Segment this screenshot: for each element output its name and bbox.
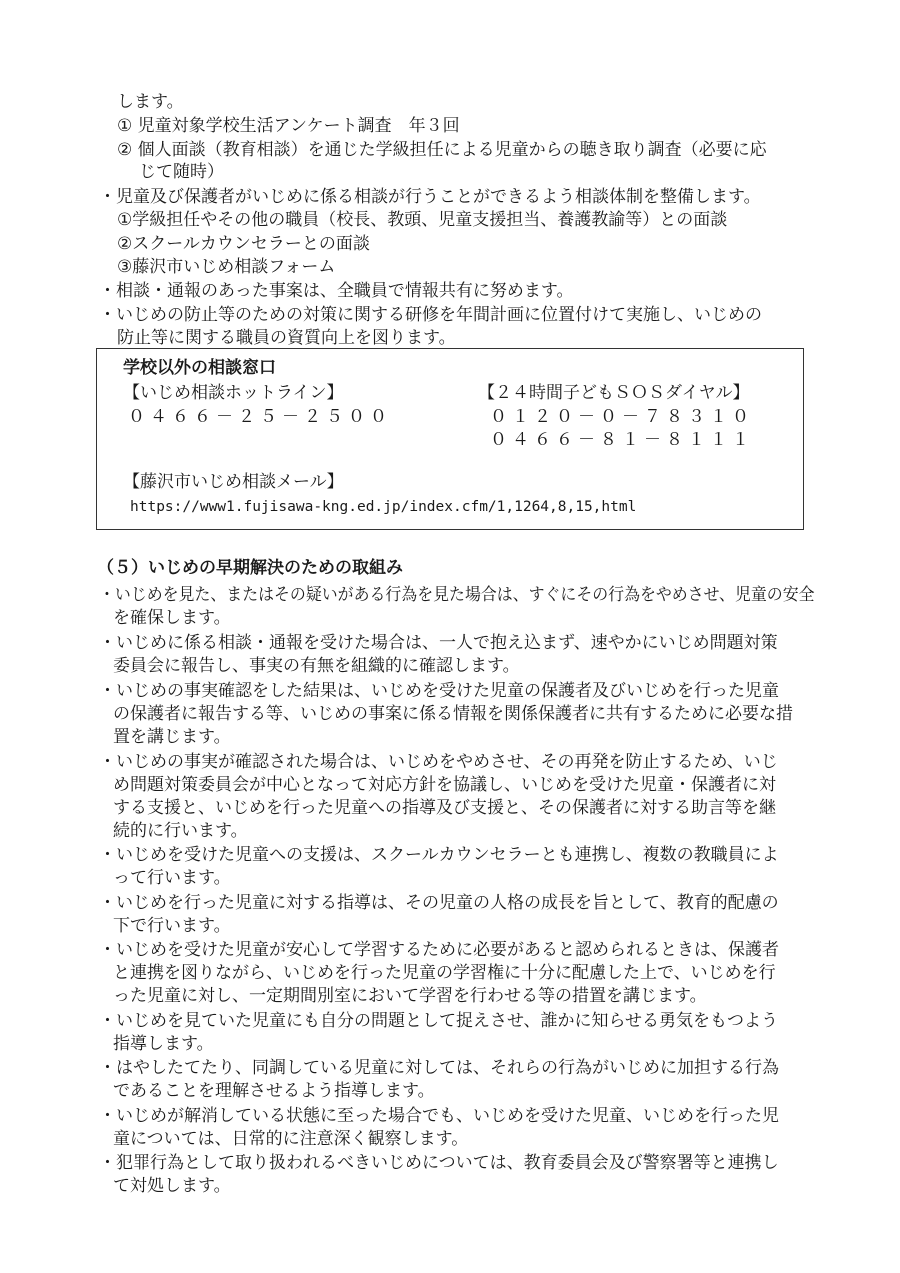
- section-line: ・いじめが解消している状態に至った場合でも、いじめを受けた児童、いじめを行った児: [99, 1106, 779, 1126]
- section-line: ・いじめを見ていた児童にも自分の問題として捉えさせ、誰かに知らせる勇気をもつよう: [99, 1011, 778, 1031]
- section-line: ・いじめに係る相談・通報を受けた場合は、一人で抱え込まず、速やかにいじめ問題対策: [99, 633, 778, 653]
- section-line: を確保します。: [113, 608, 231, 628]
- text-line: します。: [117, 92, 184, 112]
- section-line: ・いじめを見た、またはその疑いがある行為を見た場合は、すぐにその行為をやめさせ、児童の安全: [99, 585, 815, 605]
- bullet-training: ・いじめの防止等のための対策に関する研修を年間計画に位置付けて実施し、いじめの: [99, 305, 762, 325]
- section-line: 置を講じます。: [113, 727, 231, 747]
- section-line: 下で行います。: [113, 916, 231, 936]
- box-title: 学校以外の相談窓口: [123, 358, 276, 378]
- bullet-training-cont: 防止等に関する職員の資質向上を図ります。: [117, 328, 456, 348]
- section-line: て対処します。: [113, 1176, 231, 1196]
- section-line: 童については、日常的に注意深く観察します。: [113, 1129, 469, 1149]
- section-line: であることを理解させるよう指導します。: [113, 1081, 435, 1101]
- section-line: 指導します。: [113, 1034, 214, 1054]
- section-line: と連携を図りながら、いじめを行った児童の学習権に十分に配慮した上で、いじめを行: [113, 963, 776, 983]
- section-line: った児童に対し、一定期間別室において学習を行わせる等の措置を講じます。: [113, 986, 707, 1006]
- survey-item-2: ② 個人面談（教育相談）を通じた学級担任による児童からの聴き取り調査（必要に応: [117, 140, 767, 160]
- section-line: 続的に行います。: [113, 821, 248, 841]
- sos-dial-label: 【２４時間子どもＳＯＳダイヤル】: [478, 383, 750, 403]
- section-line: ・いじめを受けた児童への支援は、スクールカウンセラーとも連携し、複数の教職員によ: [99, 845, 779, 865]
- sos-dial-number-2: ０４６６－８１－８１１１: [490, 430, 754, 450]
- section-line: 委員会に報告し、事実の有無を組織的に確認します。: [113, 656, 520, 676]
- consultation-item-3: ③藤沢市いじめ相談フォーム: [117, 257, 336, 277]
- mail-url: https://www1.fujisawa-kng.ed.jp/index.cfm/1,1264,8,15,html: [130, 499, 637, 515]
- hotline-number: ０４６６－２５－２５００: [128, 407, 392, 427]
- consultation-item-2: ②スクールカウンセラーとの面談: [117, 234, 370, 254]
- section-line: する支援と、いじめを行った児童への指導及び支援と、その保護者に対する助言等を継: [113, 798, 776, 818]
- sos-dial-number-1: ０１２０－０－７８３１０: [490, 407, 754, 427]
- survey-item-1: ① 児童対象学校生活アンケート調査 年３回: [117, 116, 460, 136]
- section-heading: （５）いじめの早期解決のための取組み: [97, 558, 403, 578]
- section-line: ・いじめの事実確認をした結果は、いじめを受けた児童の保護者及びいじめを行った児童: [99, 681, 779, 701]
- section-line: ・いじめを行った児童に対する指導は、その児童の人格の成長を旨として、教育的配慮の: [99, 893, 779, 913]
- section-line: ・はやしたてたり、同調している児童に対しては、それらの行為がいじめに加担する行為: [99, 1058, 779, 1078]
- bullet-consultation-system: ・児童及び保護者がいじめに係る相談が行うことができるよう相談体制を整備します。: [99, 187, 761, 207]
- bullet-information-sharing: ・相談・通報のあった事案は、全職員で情報共有に努めます。: [99, 281, 574, 301]
- mail-label: 【藤沢市いじめ相談メール】: [123, 472, 344, 492]
- hotline-label: 【いじめ相談ホットライン】: [123, 383, 344, 403]
- section-line: ・いじめを受けた児童が安心して学習するために必要があると認められるときは、保護者: [99, 940, 779, 960]
- section-line: め問題対策委員会が中心となって対応方針を協議し、いじめを受けた児童・保護者に対: [113, 775, 776, 795]
- survey-item-2-cont: じて随時）: [139, 162, 224, 182]
- section-line: ・犯罪行為として取り扱われるべきいじめについては、教育委員会及び警察署等と連携し: [99, 1153, 779, 1173]
- section-line: ・いじめの事実が確認された場合は、いじめをやめさせ、その再発を防止するため、いじ: [99, 752, 778, 772]
- consultation-item-1: ①学級担任やその他の職員（校長、教頭、児童支援担当、養護教諭等）との面談: [117, 210, 728, 230]
- section-line: の保護者に報告する等、いじめの事案に係る情報を関係保護者に共有するために必要な措: [113, 704, 793, 724]
- section-line: って行います。: [113, 868, 231, 888]
